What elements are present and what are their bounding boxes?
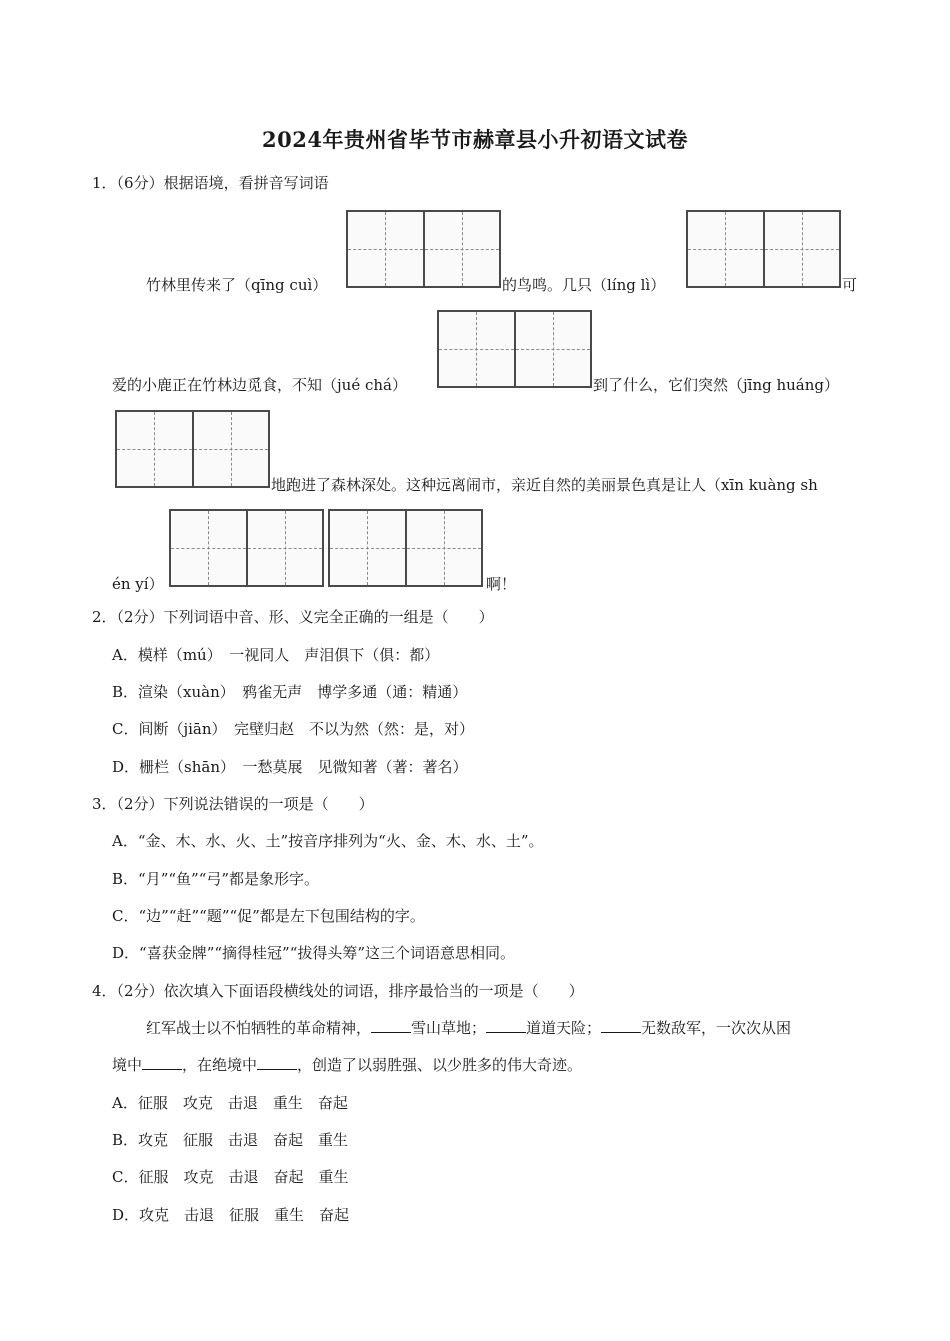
q4-passage-part: 红军战士以不怕牺牲的革命精神，: [146, 1019, 372, 1037]
grid-cell[interactable]: [425, 212, 500, 286]
q4-passage-part: ，在绝境中: [182, 1056, 258, 1074]
grid-cell[interactable]: [439, 312, 516, 386]
q4-passage-part: 境中: [112, 1056, 143, 1074]
q3-heading: 3．（2分）下列说法错误的一项是（ ）: [92, 795, 374, 813]
q1-text-8: 啊！: [486, 575, 517, 593]
q1-text-4: 爱的小鹿正在竹林边觅食，不知（jué chá）: [112, 376, 407, 394]
q3-option-a[interactable]: A．“金、木、水、火、土”按音序排列为“火、金、木、水、土”。: [112, 832, 544, 850]
grid-cell[interactable]: [248, 511, 323, 585]
q3-option-b[interactable]: B．“月”“鱼”“弓”都是象形字。: [112, 870, 320, 888]
q1-text-2: 的鸟鸣。几只（líng lì）: [502, 276, 666, 294]
answer-grid-xinkuang-2[interactable]: [328, 509, 483, 587]
q4-heading: 4．（2分）依次填入下面语段横线处的词语，排序最恰当的一项是（ ）: [92, 982, 584, 1000]
q3-option-d[interactable]: D．“喜获金牌”“摘得桂冠”“拔得头筹”这三个词语意思相同。: [112, 944, 516, 962]
q4-passage-part: 雪山草地；: [411, 1019, 487, 1037]
q1-text-1: 竹林里传来了（qīng cuì）: [146, 276, 328, 294]
grid-cell[interactable]: [516, 312, 591, 386]
fill-blank[interactable]: [371, 1018, 411, 1033]
fill-blank[interactable]: [601, 1018, 641, 1033]
q1-text-7: én yí）: [112, 575, 164, 593]
fill-blank[interactable]: [486, 1018, 526, 1033]
q2-option-c[interactable]: C．间断（jiān） 完壁归赵 不以为然（然：是，对）: [112, 720, 475, 738]
q4-passage-part: ，创造了以弱胜强、以少胜多的伟大奇迹。: [297, 1056, 583, 1074]
answer-grid-jinghuang[interactable]: [115, 410, 270, 488]
q1-text-6: 地跑进了森林深处。这种远离闹市，亲近自然的美丽景色真是让人（xīn kuàng sh: [271, 476, 818, 494]
q4-option-d[interactable]: D．攻克 击退 征服 重生 奋起: [112, 1206, 350, 1224]
q4-option-a[interactable]: A．征服 攻克 击退 重生 奋起: [112, 1094, 348, 1112]
grid-cell[interactable]: [765, 212, 840, 286]
q1-heading: 1．（6分）根据语境，看拼音写词语: [92, 174, 329, 192]
grid-cell[interactable]: [117, 412, 194, 486]
grid-cell[interactable]: [348, 212, 425, 286]
answer-grid-juecha[interactable]: [437, 310, 592, 388]
grid-cell[interactable]: [171, 511, 248, 585]
grid-cell[interactable]: [194, 412, 269, 486]
q2-option-b[interactable]: B．渲染（xuàn） 鸦雀无声 博学多通（通：精通）: [112, 683, 468, 701]
answer-grid-xinkuang-1[interactable]: [169, 509, 324, 587]
q3-option-c[interactable]: C．“边”“赶”“题”“促”都是左下包围结构的字。: [112, 907, 425, 925]
grid-cell[interactable]: [407, 511, 482, 585]
q4-passage-part: 无数敌军，一次次从困: [641, 1019, 792, 1037]
q2-option-d[interactable]: D．栅栏（shān） 一愁莫展 见微知著（著：著名）: [112, 758, 468, 776]
grid-cell[interactable]: [330, 511, 407, 585]
answer-grid-qingcui[interactable]: [346, 210, 501, 288]
q4-passage-line-2: [112, 1055, 582, 1075]
answer-grid-lingli[interactable]: [686, 210, 841, 288]
q4-passage-line-1: [146, 1018, 791, 1038]
q2-option-a[interactable]: A．模样（mú） 一视同人 声泪俱下（俱：都）: [112, 646, 440, 664]
fill-blank[interactable]: [257, 1055, 297, 1070]
q1-text-5: 到了什么，它们突然（jīng huáng）: [593, 376, 840, 394]
page-title: 2024年贵州省毕节市赫章县小升初语文试卷: [262, 127, 688, 152]
q4-option-b[interactable]: B．攻克 征服 击退 奋起 重生: [112, 1131, 349, 1149]
q4-option-c[interactable]: C．征服 攻克 击退 奋起 重生: [112, 1168, 349, 1186]
grid-cell[interactable]: [688, 212, 765, 286]
q1-text-3: 可: [842, 276, 858, 294]
fill-blank[interactable]: [142, 1055, 182, 1070]
q4-passage-part: 道道天险；: [526, 1019, 602, 1037]
q2-heading: 2．（2分）下列词语中音、形、义完全正确的一组是（ ）: [92, 608, 494, 626]
